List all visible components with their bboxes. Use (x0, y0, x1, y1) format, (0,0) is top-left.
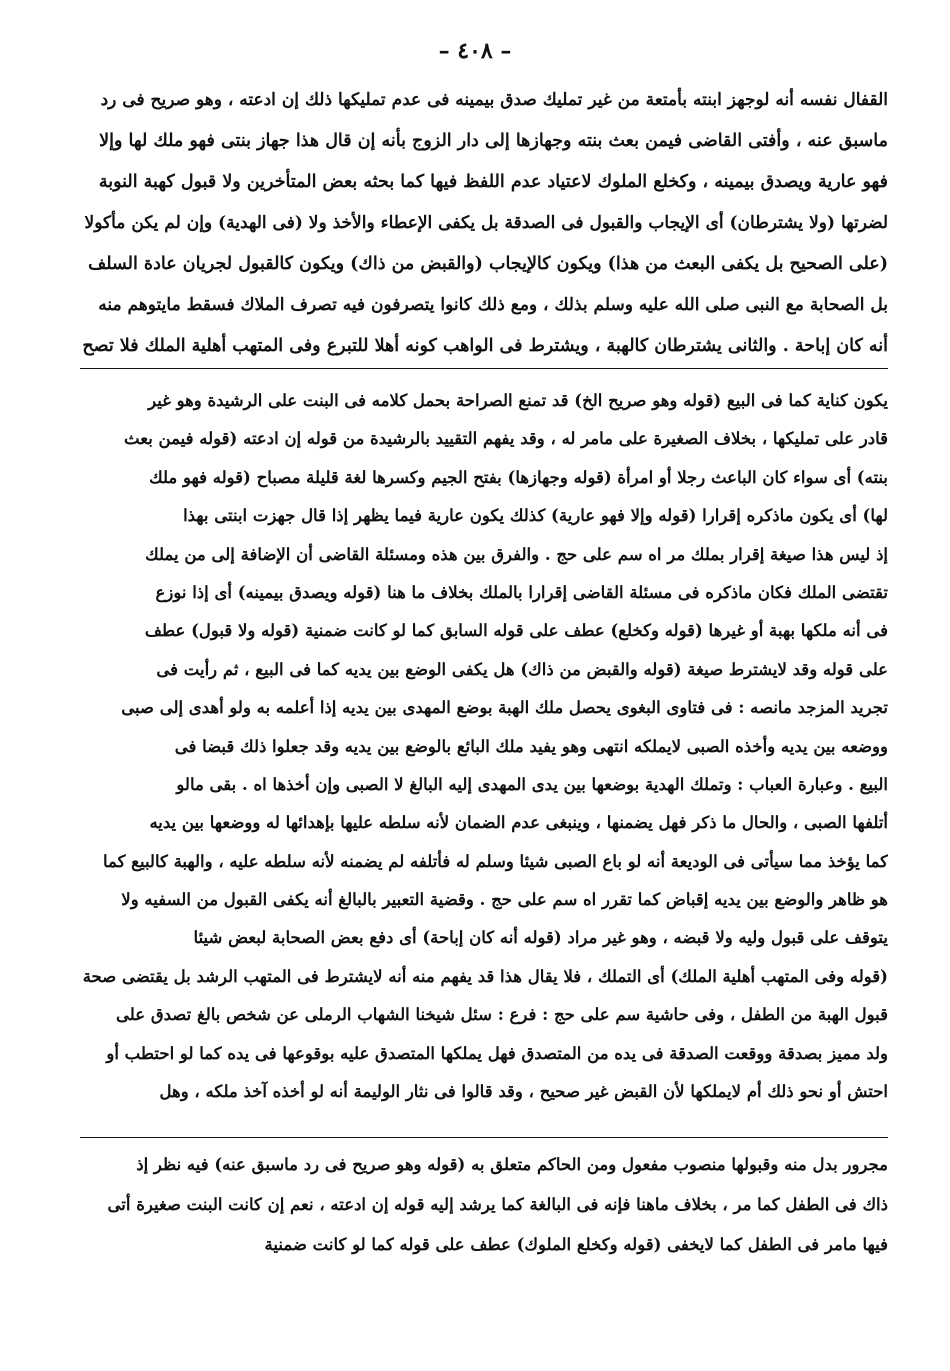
main-text-block (80, 80, 888, 367)
footnote-line: فيها مامر فى الطفل كما لايخفى (قوله وكخلع الملوك) عطف على قوله كما لو كانت ضمنية (264, 1235, 888, 1254)
commentary-line: لها) أى يكون ماذكره إقرارا (قوله وإلا فهو عارية) كذلك يكون عارية فيما يظهر إذا قال جهزت ابنتى بهذا (183, 506, 888, 526)
commentary-line: ولد مميز بصدقة ووقعت الصدقة فى يده من المتصدق فهل يملكها المتصدق عليه بوقوعها فى يده كما لو احتطب أو (106, 1043, 888, 1063)
commentary-line: أتلفها الصبى ، والحال ما ذكر فهل يضمنها ، وينبغى عدم الضمان لأنه سلطه عليها بإهدائها له ووضعها بين يديه (149, 813, 888, 833)
commentary-line: (قوله وفى المتهب أهلية الملك) أى التملك ، فلا يقال هذا قد يفهم منه أنه لايشترط فى المتهب الرشد بل يقتضى صحة (82, 966, 888, 986)
commentary-line: إذ ليس هذا صيغة إقرار بملك مر اه سم على حج . والفرق بين هذه ومسئلة القاضى أن الإضافة إلى من يملك (145, 544, 888, 564)
section-divider (80, 1137, 888, 1138)
commentary-line: فى أنه ملكها بهبة أو غيرها (قوله وكخلع) عطف على قوله السابق كما لو كانت ضمنية (قوله ولا قبول) عطف (144, 621, 888, 641)
main-text-line: لضرتها (ولا يشترطان) أى الإيجاب والقبول فى الصدقة بل يكفى الإعطاء والأخذ ولا (فى الهدية) وإن لم يكن مأكولا (84, 213, 888, 233)
main-text-line: (على الصحيح بل يكفى البعث من هذا) ويكون كالإيجاب (والقبض من ذاك) ويكون كالقبول لجريان عادة السلف (88, 254, 888, 274)
commentary-line: تقتضى الملك فكان ماذكره فى مسئلة القاضى إقرارا بالملك بخلاف ما هنا (قوله ويصدق بيمينه) أى إذا نوزع (155, 582, 888, 602)
main-text-line: القفال نفسه أنه لوجهز ابنته بأمتعة من غير تمليك صدق بيمينه فى عدم تمليكها ذلك إن ادعته ، وهو صريح فى رد (100, 90, 888, 110)
commentary-line: تجريد المزجد مانصه : فى فتاوى البغوى يحصل ملك الهبة بوضع المهدى بين يديه إذا أعلمه به ولو أهدى إلى صبى (121, 698, 888, 718)
main-text-line: أنه كان إباحة . والثانى يشترطان كالهبة ، ويشترط فى الواهب كونه أهلا للتبرع وفى المتهب أهلية الملك فلا تصح (82, 336, 888, 356)
main-text-line: بل الصحابة مع النبى صلى الله عليه وسلم بذلك ، ومع ذلك كانوا يتصرفون فيه تصرف الملاك فسقط مايتوهم منه (98, 295, 888, 315)
page-number: – ٤٠٨ – (438, 38, 512, 64)
main-text-line: ماسبق عنه ، وأفتى القاضى فيمن بعث بنته وجهازها إلى دار الزوج بأنه إن قال هذا جهاز بنتى فهو ملك لها وإلا (99, 131, 888, 151)
footnote-block (80, 1145, 888, 1265)
commentary-line: كما يؤخذ مما سيأتى فى الوديعة أنه لو باع الصبى شيئا وسلم له فأتلفه لم يضمنه لأنه سلطه عليه ، والهبة كالبيع كما (103, 851, 888, 871)
footnote-line: مجرور بدل منه وقبولها منصوب مفعول ومن الحاكم متعلق به (قوله وهو صريح فى رد ماسبق عنه) فيه نظر إذ (136, 1155, 888, 1174)
commentary-line: بنته) أى سواء كان الباعث رجلا أو امرأة (قوله وجهازها) بفتح الجيم وكسرها لغة قليلة مصباح (قوله فهو ملك (149, 467, 888, 487)
commentary-line: قبول الهبة من الطفل ، وفى حاشية سم على حج : فرع : سئل شيخنا الشهاب الرملى عن شخص بالغ تصدق على (116, 1005, 888, 1025)
section-divider (80, 368, 888, 369)
main-text-line: فهو عارية ويصدق بيمينه ، وكخلع الملوك لاعتياد عدم اللفظ فيها كما بحثه بعض المتأخرين ولا قبول كهبة النوبة (98, 172, 888, 192)
commentary-line: قادر على تمليكها ، بخلاف الصغيرة على مامر له ، وقد يفهم التقييد بالرشيدة من قوله إن ادعته (قوله فيمن بعث (124, 429, 888, 449)
commentary-line: هو ظاهر والوضع بين يديه إقباض كما تقرر اه سم على حج . وقضية التعبير بالبالغ أنه يكفى القبول من السفيه ولا (121, 890, 888, 910)
commentary-line: ووضعه بين يديه وأخذه الصبى لايملكه انتهى وهو يفيد ملك البائع بالوضع بين يديه وقد جعلوا ذلك قبضا فى (174, 736, 888, 756)
commentary-line: البيع . وعبارة العباب : وتملك الهدية بوضعها بين يدى المهدى إليه البالغ لا الصبى وإن أخذها اه . بقى مالو (176, 774, 888, 794)
commentary-line: على قوله وقد لايشترط صيغة (قوله والقبض من ذاك) هل يكفى الوضع بين يديه كما فى البيع ، ثم رأيت فى (156, 659, 888, 679)
commentary-line: يتوقف على قبول وليه ولا قبضه ، وهو غير مراد (قوله أنه كان إباحة) أى دفع بعض الصحابة لبعض شيئا (193, 928, 888, 948)
footnote-line: ذاك فى الطفل كما مر ، بخلاف ماهنا فإنه فى البالغة كما يرشد إليه قوله إن ادعته ، نعم إن كانت البنت صغيرة أتى (107, 1195, 888, 1214)
commentary-line: يكون كناية كما فى البيع (قوله وهو صريح الخ) قد تمنع الصراحة بحمل كلامه فى البنت على الرشيدة وهو غير (148, 391, 888, 410)
commentary-block (80, 382, 888, 1111)
commentary-line: احتش أو نحو ذلك أم لايملكها لأن القبض غير صحيح ، وقد قالوا فى نثار الوليمة أنه لو أخذه آخذ ملكه ، وهل (159, 1082, 888, 1102)
